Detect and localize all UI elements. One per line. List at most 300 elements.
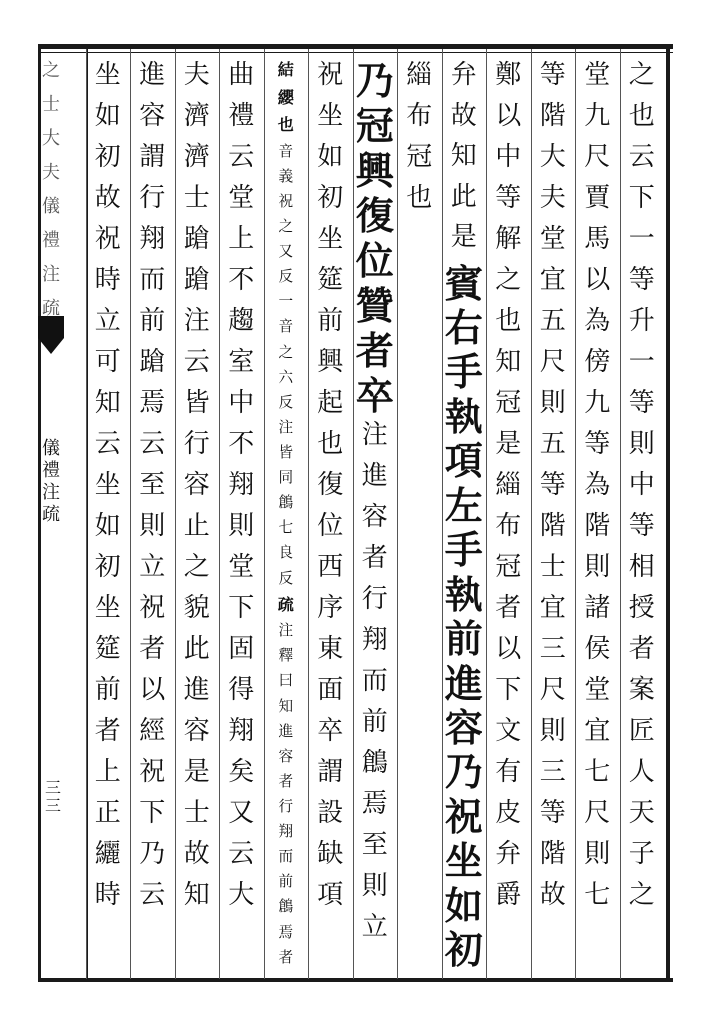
character: 夫 bbox=[42, 162, 60, 183]
character: 位 bbox=[355, 238, 394, 283]
character: 尺 bbox=[584, 798, 611, 828]
character: 有 bbox=[495, 757, 522, 787]
character: 注 bbox=[183, 306, 210, 336]
commentary-text-segment bbox=[95, 62, 121, 923]
character: 焉 bbox=[361, 789, 388, 819]
character: 等 bbox=[539, 798, 566, 828]
commentary-text-segment bbox=[278, 192, 294, 597]
character: 以 bbox=[495, 634, 522, 664]
character: 卒 bbox=[317, 716, 344, 746]
character: 則 bbox=[228, 511, 255, 541]
character: 緇 bbox=[406, 60, 433, 90]
character: 復 bbox=[355, 193, 394, 238]
character: 侯 bbox=[584, 634, 611, 664]
character: 是 bbox=[450, 222, 477, 252]
character: 注 bbox=[278, 418, 294, 436]
character: 執 bbox=[444, 571, 483, 617]
character: 大 bbox=[228, 880, 255, 910]
character: 以 bbox=[139, 675, 166, 705]
character: 鶬 bbox=[361, 748, 388, 778]
character: 容 bbox=[139, 101, 166, 131]
character: 尺 bbox=[584, 142, 611, 172]
character: 皆 bbox=[278, 444, 294, 461]
character: 六 bbox=[278, 368, 294, 386]
character: 冠 bbox=[495, 552, 522, 582]
character: 等 bbox=[539, 60, 566, 90]
character: 夫 bbox=[539, 183, 566, 213]
character: 濟 bbox=[183, 142, 210, 172]
character: 上 bbox=[228, 224, 255, 254]
character: 又 bbox=[228, 798, 255, 828]
character: 止 bbox=[183, 511, 210, 541]
commentary-text-segment bbox=[228, 62, 254, 923]
character: 等 bbox=[628, 265, 655, 295]
character: 則 bbox=[139, 511, 166, 541]
character: 翔 bbox=[228, 716, 255, 746]
character: 至 bbox=[361, 830, 388, 860]
character: 宜 bbox=[539, 593, 566, 623]
character: 又 bbox=[278, 243, 294, 261]
character: 文 bbox=[495, 716, 522, 746]
character: 容 bbox=[361, 502, 388, 532]
character: 階 bbox=[584, 511, 611, 541]
commentary-text-segment bbox=[451, 62, 477, 265]
character: 是 bbox=[183, 757, 210, 787]
character: 良 bbox=[278, 544, 294, 562]
character: 時 bbox=[94, 880, 121, 910]
text-column bbox=[397, 62, 442, 976]
character: 堂 bbox=[584, 60, 611, 90]
character: 鶬 bbox=[278, 494, 294, 512]
character: 則 bbox=[539, 716, 566, 746]
character: 焉 bbox=[139, 388, 166, 418]
character: 如 bbox=[94, 511, 121, 541]
character: 之 bbox=[628, 60, 655, 90]
commentary-text-segment bbox=[495, 62, 521, 923]
character: 堂 bbox=[228, 183, 255, 213]
character: 祝 bbox=[278, 192, 294, 210]
character: 以 bbox=[495, 101, 522, 131]
character: 前 bbox=[278, 873, 294, 891]
character: 尺 bbox=[539, 347, 566, 377]
character: 位 bbox=[317, 511, 344, 541]
character: 弁 bbox=[495, 839, 522, 869]
character: 固 bbox=[228, 634, 255, 664]
character: 者 bbox=[278, 948, 294, 966]
commentary-text-segment bbox=[278, 624, 293, 976]
character: 者 bbox=[355, 328, 394, 373]
commentary-text-segment bbox=[139, 62, 165, 923]
character: 謂 bbox=[139, 142, 166, 172]
character: 鄭 bbox=[495, 60, 522, 90]
right-frame-rule bbox=[666, 44, 670, 982]
character: 如 bbox=[317, 142, 344, 172]
character: 案 bbox=[628, 675, 655, 705]
character: 不 bbox=[228, 265, 255, 295]
character: 祝 bbox=[444, 793, 483, 839]
character: 起 bbox=[317, 388, 344, 418]
text-column bbox=[620, 62, 665, 976]
character: 尺 bbox=[539, 675, 566, 705]
character: 傍 bbox=[584, 347, 611, 377]
character: 得 bbox=[228, 675, 255, 705]
character: 故 bbox=[450, 100, 477, 131]
character: 則 bbox=[361, 871, 388, 901]
character: 堂 bbox=[228, 552, 255, 582]
character: 布 bbox=[495, 511, 522, 541]
character: 纓 bbox=[277, 87, 294, 107]
character: 立 bbox=[139, 552, 166, 582]
character: 注 bbox=[42, 264, 60, 285]
character: 禮 bbox=[42, 460, 60, 481]
character: 階 bbox=[539, 839, 566, 869]
character: 項 bbox=[444, 438, 483, 484]
character: 相 bbox=[628, 552, 655, 582]
character: 以 bbox=[584, 265, 611, 295]
character: 階 bbox=[539, 511, 566, 541]
character: 結 bbox=[277, 60, 294, 79]
character: 堂 bbox=[584, 675, 611, 705]
character: 濟 bbox=[183, 101, 210, 131]
margin-top-fragment bbox=[36, 62, 66, 334]
character: 五 bbox=[539, 306, 566, 336]
character: 七 bbox=[278, 519, 294, 537]
character: 立 bbox=[361, 912, 388, 942]
character: 冠 bbox=[355, 103, 394, 148]
character: 東 bbox=[317, 634, 344, 664]
character: 蹌 bbox=[183, 265, 210, 295]
character: 祝 bbox=[139, 593, 166, 623]
page-number bbox=[40, 780, 66, 816]
commentary-text-segment bbox=[629, 62, 655, 923]
character: 復 bbox=[317, 470, 344, 500]
character: 前 bbox=[317, 306, 344, 336]
character: 儀 bbox=[42, 438, 60, 459]
character: 可 bbox=[94, 347, 121, 377]
character: 此 bbox=[183, 634, 210, 664]
character: 士 bbox=[42, 94, 60, 115]
character: 初 bbox=[94, 552, 121, 582]
character: 七 bbox=[584, 757, 611, 787]
character: 儀 bbox=[42, 196, 60, 217]
character: 坐 bbox=[94, 60, 121, 90]
character: 而 bbox=[278, 848, 294, 866]
character: 三 bbox=[539, 634, 566, 664]
character: 則 bbox=[584, 839, 611, 869]
character: 中 bbox=[628, 470, 655, 500]
character: 也 bbox=[277, 115, 294, 135]
character: 左 bbox=[444, 482, 483, 528]
character: 之 bbox=[628, 880, 655, 910]
character: 容 bbox=[444, 705, 483, 751]
character: 故 bbox=[539, 880, 566, 910]
character: 祝 bbox=[317, 60, 344, 90]
character: 云 bbox=[183, 347, 210, 377]
character: 面 bbox=[317, 675, 344, 705]
character: 而 bbox=[139, 265, 166, 295]
character: 則 bbox=[584, 552, 611, 582]
character: 西 bbox=[317, 552, 344, 582]
commentary-text-segment bbox=[584, 62, 610, 923]
character: 三 bbox=[539, 757, 566, 787]
character: 知 bbox=[278, 697, 294, 715]
character: 三 bbox=[44, 778, 61, 797]
character: 至 bbox=[139, 470, 166, 500]
character: 皆 bbox=[183, 388, 210, 418]
character: 容 bbox=[278, 747, 294, 765]
character: 士 bbox=[183, 798, 210, 828]
text-column bbox=[130, 62, 175, 976]
character: 趨 bbox=[228, 306, 255, 336]
character: 贊 bbox=[355, 283, 394, 328]
character: 等 bbox=[495, 183, 522, 213]
character: 堂 bbox=[539, 224, 566, 254]
character: 緇 bbox=[495, 470, 522, 500]
character: 義 bbox=[278, 167, 294, 185]
character: 坐 bbox=[94, 593, 121, 623]
text-column bbox=[486, 62, 531, 976]
main-text-segment bbox=[444, 260, 483, 976]
character: 反 bbox=[278, 268, 294, 286]
character: 行 bbox=[278, 797, 294, 815]
text-column bbox=[219, 62, 264, 976]
character: 五 bbox=[539, 429, 566, 459]
character: 右 bbox=[444, 304, 483, 350]
character: 宜 bbox=[539, 265, 566, 295]
character: 下 bbox=[628, 183, 655, 213]
commentary-text-segment bbox=[406, 62, 432, 226]
commentary-text-segment bbox=[184, 62, 210, 923]
character: 初 bbox=[444, 927, 483, 973]
main-text-segment bbox=[277, 594, 294, 625]
character: 曲 bbox=[228, 60, 255, 90]
character: 音 bbox=[278, 142, 294, 160]
character: 注 bbox=[361, 420, 388, 450]
character: 知 bbox=[94, 388, 121, 418]
character: 等 bbox=[584, 429, 611, 459]
character: 中 bbox=[228, 388, 255, 418]
text-column bbox=[308, 62, 353, 976]
character: 大 bbox=[42, 128, 60, 149]
text-column bbox=[531, 62, 576, 976]
character: 也 bbox=[628, 101, 655, 131]
character: 也 bbox=[495, 306, 522, 336]
character: 知 bbox=[450, 141, 477, 171]
character: 為 bbox=[584, 306, 611, 336]
character: 坐 bbox=[317, 224, 344, 254]
character: 士 bbox=[183, 183, 210, 213]
character: 筵 bbox=[317, 265, 344, 295]
character: 翔 bbox=[139, 224, 166, 254]
character: 序 bbox=[317, 593, 344, 623]
character: 不 bbox=[228, 429, 255, 459]
character: 匠 bbox=[628, 716, 655, 746]
character: 翔 bbox=[228, 470, 255, 500]
character: 音 bbox=[278, 318, 294, 336]
bottom-frame-rule bbox=[38, 978, 673, 982]
character: 初 bbox=[317, 183, 344, 213]
character: 進 bbox=[444, 660, 483, 706]
character: 夫 bbox=[183, 60, 210, 90]
character: 立 bbox=[94, 306, 121, 336]
top-frame-thin-rule bbox=[38, 52, 673, 53]
character: 天 bbox=[628, 798, 655, 828]
character: 疏 bbox=[42, 298, 60, 319]
character: 下 bbox=[495, 675, 522, 705]
character: 矣 bbox=[228, 757, 255, 787]
character: 容 bbox=[183, 716, 210, 746]
character: 乃 bbox=[444, 749, 483, 795]
character: 禮 bbox=[42, 230, 60, 251]
character: 而 bbox=[361, 666, 388, 696]
text-column bbox=[86, 62, 131, 976]
main-text-segment bbox=[355, 58, 394, 422]
character: 上 bbox=[94, 757, 121, 787]
character: 者 bbox=[628, 634, 655, 664]
character: 賈 bbox=[584, 183, 611, 213]
character: 皮 bbox=[495, 798, 522, 828]
character: 前 bbox=[444, 616, 483, 662]
character: 九 bbox=[584, 101, 611, 131]
character: 行 bbox=[361, 584, 388, 614]
character: 九 bbox=[584, 388, 611, 418]
character: 人 bbox=[628, 757, 655, 787]
character: 等 bbox=[628, 511, 655, 541]
character: 前 bbox=[94, 675, 121, 705]
character: 進 bbox=[361, 461, 388, 491]
character: 坐 bbox=[444, 838, 483, 884]
character: 如 bbox=[94, 101, 121, 131]
character: 則 bbox=[539, 388, 566, 418]
character: 手 bbox=[444, 349, 483, 395]
character: 故 bbox=[94, 183, 121, 213]
character: 知 bbox=[183, 880, 210, 910]
character: 翔 bbox=[361, 625, 388, 655]
text-column bbox=[264, 62, 309, 976]
character: 士 bbox=[539, 552, 566, 582]
character: 初 bbox=[94, 142, 121, 172]
commentary-text-segment bbox=[540, 62, 566, 923]
character: 執 bbox=[444, 393, 483, 439]
commentary-text-segment bbox=[362, 422, 388, 955]
character: 坐 bbox=[94, 470, 121, 500]
character: 中 bbox=[495, 142, 522, 172]
character: 曰 bbox=[278, 672, 294, 690]
character: 反 bbox=[278, 569, 294, 587]
character: 冠 bbox=[406, 142, 433, 172]
character: 同 bbox=[278, 469, 294, 487]
character: 諸 bbox=[584, 593, 611, 623]
character: 爵 bbox=[495, 880, 522, 910]
margin-book-title bbox=[36, 440, 66, 528]
character: 之 bbox=[278, 218, 294, 236]
main-text-segment bbox=[278, 62, 294, 145]
character: 也 bbox=[406, 183, 433, 213]
character: 馬 bbox=[584, 224, 611, 254]
character: 謂 bbox=[317, 757, 344, 787]
character: 等 bbox=[539, 470, 566, 500]
character: 者 bbox=[94, 716, 121, 746]
character: 云 bbox=[139, 429, 166, 459]
character: 手 bbox=[444, 527, 483, 573]
character: 興 bbox=[317, 347, 344, 377]
character: 者 bbox=[361, 543, 388, 573]
text-column bbox=[175, 62, 220, 976]
character: 翔 bbox=[278, 823, 294, 841]
character: 容 bbox=[183, 470, 210, 500]
top-frame-rule bbox=[38, 44, 673, 49]
commentary-text-segment bbox=[278, 142, 294, 195]
character: 云 bbox=[228, 839, 255, 869]
character: 一 bbox=[628, 347, 655, 377]
character: 鶬 bbox=[278, 898, 294, 916]
character: 此 bbox=[450, 181, 477, 212]
character: 布 bbox=[406, 101, 433, 131]
character: 祝 bbox=[139, 757, 166, 787]
character: 注 bbox=[42, 482, 60, 503]
character: 一 bbox=[628, 224, 655, 254]
character: 者 bbox=[139, 634, 166, 664]
character: 興 bbox=[355, 148, 394, 193]
commentary-text-segment bbox=[317, 62, 343, 923]
text-column bbox=[575, 62, 620, 976]
character: 之 bbox=[183, 552, 210, 582]
character: 進 bbox=[183, 675, 210, 705]
character: 之 bbox=[42, 60, 60, 81]
character: 冠 bbox=[495, 388, 522, 418]
character: 筵 bbox=[94, 634, 121, 664]
text-column bbox=[442, 62, 487, 976]
character: 前 bbox=[361, 707, 388, 737]
character: 如 bbox=[444, 882, 483, 928]
character: 設 bbox=[317, 798, 344, 828]
character: 為 bbox=[584, 470, 611, 500]
character: 云 bbox=[94, 429, 121, 459]
character: 則 bbox=[628, 429, 655, 459]
character: 云 bbox=[139, 880, 166, 910]
character: 蹌 bbox=[139, 347, 166, 377]
character: 子 bbox=[628, 839, 655, 869]
character: 三 bbox=[44, 796, 61, 815]
character: 弁 bbox=[450, 60, 477, 90]
character: 賓 bbox=[444, 260, 483, 306]
character: 者 bbox=[278, 772, 294, 790]
character: 乃 bbox=[139, 839, 166, 869]
character: 下 bbox=[139, 798, 166, 828]
character: 宜 bbox=[584, 716, 611, 746]
character: 注 bbox=[278, 622, 294, 640]
character: 坐 bbox=[317, 101, 344, 131]
character: 升 bbox=[628, 306, 655, 336]
character: 知 bbox=[495, 347, 522, 377]
character: 室 bbox=[228, 347, 255, 377]
character: 故 bbox=[183, 839, 210, 869]
character: 纚 bbox=[94, 839, 121, 869]
character: 是 bbox=[495, 429, 522, 459]
character: 貌 bbox=[183, 593, 210, 623]
character: 進 bbox=[278, 722, 294, 740]
character: 缺 bbox=[317, 839, 344, 869]
character: 蹌 bbox=[183, 224, 210, 254]
character: 疏 bbox=[42, 504, 60, 525]
character: 進 bbox=[139, 60, 166, 90]
character: 行 bbox=[139, 183, 166, 213]
character: 解 bbox=[495, 224, 522, 254]
character: 下 bbox=[228, 593, 255, 623]
character: 祝 bbox=[94, 224, 121, 254]
character: 者 bbox=[495, 593, 522, 623]
character: 前 bbox=[139, 306, 166, 336]
